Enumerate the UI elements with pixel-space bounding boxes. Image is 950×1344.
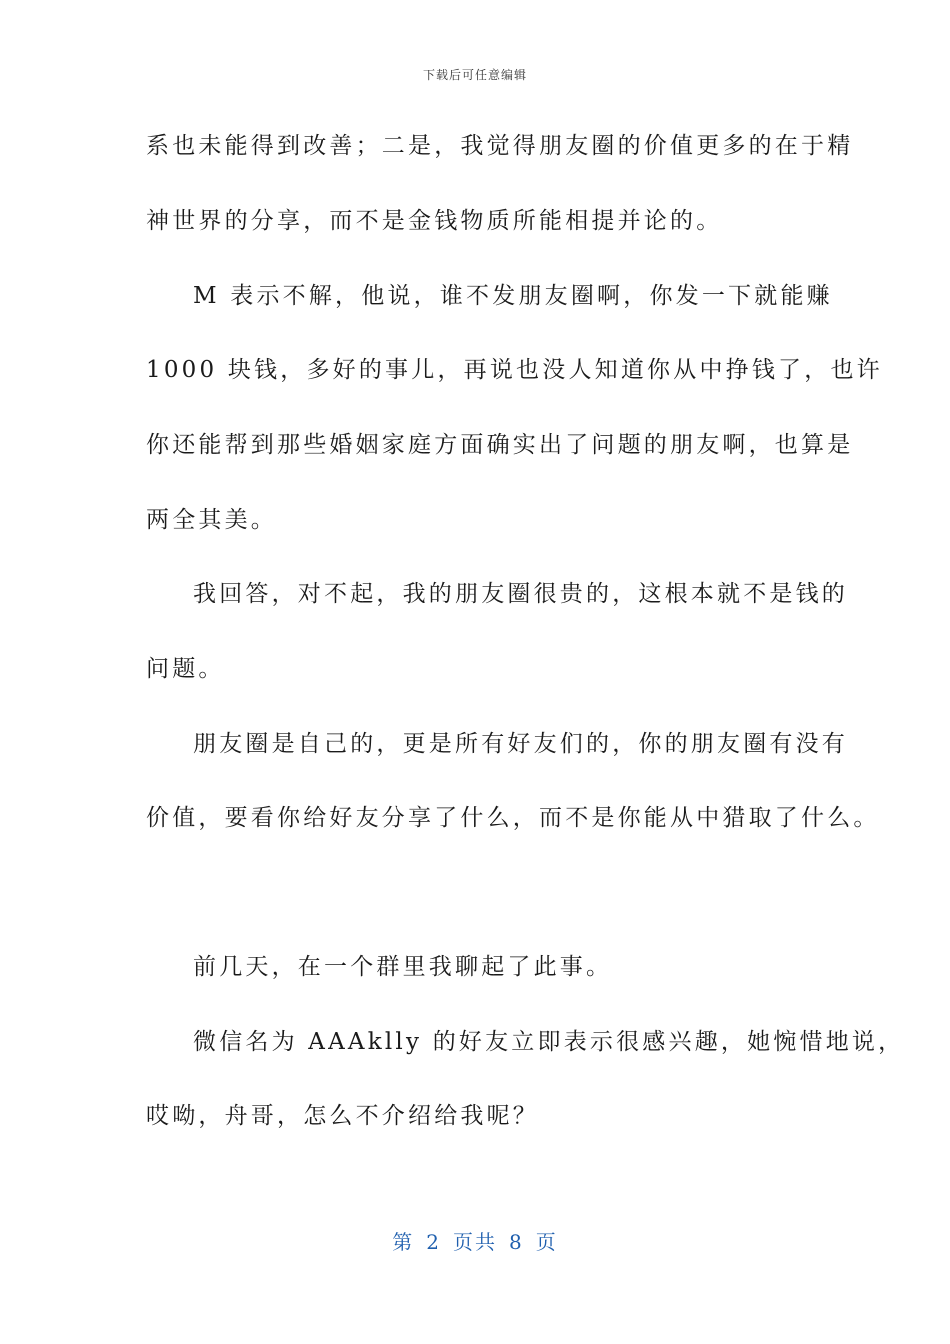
paragraph-start-line: 微信名为 AAAklly 的好友立即表示很感兴趣，她惋惜地说， xyxy=(193,1029,905,1055)
footer-prefix: 第 xyxy=(392,1230,415,1254)
paragraph-start-line: 我回答，对不起，我的朋友圈很贵的，这根本就不是钱的 xyxy=(193,581,848,607)
text-line: 问题。 xyxy=(146,656,225,682)
paragraph-start-line: 朋友圈是自己的，更是所有好友们的，你的朋友圈有没有 xyxy=(193,731,848,757)
page-header-note: 下载后可任意编辑 xyxy=(422,68,527,82)
footer-suffix: 页 xyxy=(535,1230,558,1254)
text-line: 哎呦，舟哥，怎么不介绍给我呢？ xyxy=(146,1103,539,1129)
text-line: 两全其美。 xyxy=(146,507,277,533)
footer-middle: 页共 xyxy=(453,1230,497,1254)
text-line: 系也未能得到改善；二是，我觉得朋友圈的价值更多的在于精 xyxy=(146,133,854,159)
paragraph-start-line: 前几天，在一个群里我聊起了此事。 xyxy=(193,954,613,980)
page-number-footer xyxy=(0,1226,950,1255)
footer-current-page: 2 xyxy=(426,1230,441,1254)
text-line: 价值，要看你给好友分享了什么，而不是你能从中猎取了什么。 xyxy=(146,805,880,831)
footer-total-pages: 8 xyxy=(509,1230,524,1254)
paragraph-start-line: M 表示不解，他说，谁不发朋友圈啊，你发一下就能赚 xyxy=(193,283,833,309)
text-line: 1000 块钱，多好的事儿，再说也没人知道你从中挣钱了，也许 xyxy=(146,357,883,383)
text-line: 神世界的分享，而不是金钱物质所能相提并论的。 xyxy=(146,208,723,234)
text-line: 你还能帮到那些婚姻家庭方面确实出了问题的朋友啊，也算是 xyxy=(146,432,854,458)
